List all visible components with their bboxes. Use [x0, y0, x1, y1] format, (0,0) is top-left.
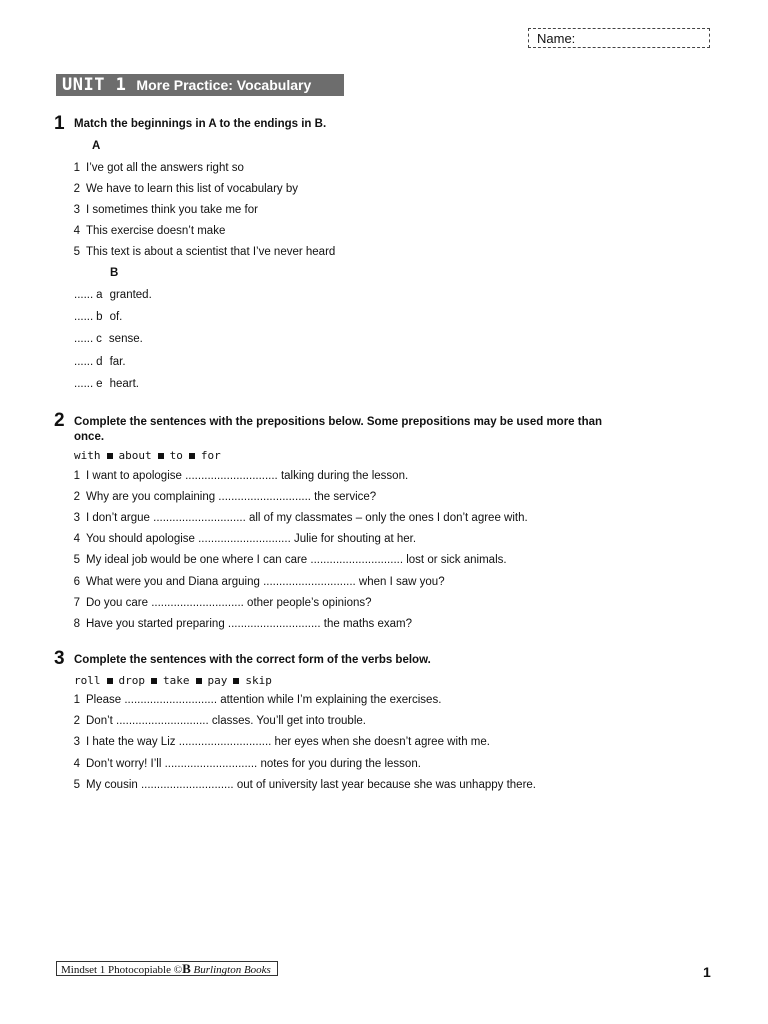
answer-blank[interactable]: ......	[74, 333, 94, 345]
word-option: for	[200, 449, 221, 462]
item-number: 2	[73, 491, 80, 504]
item-text: Please ............................. attention while I’m explaining the exercises.	[86, 694, 442, 706]
list-item	[74, 356, 126, 368]
bullet-square	[151, 678, 157, 684]
list-item	[74, 378, 139, 390]
exercise-2-instruction	[74, 415, 602, 445]
item-number: 4	[73, 225, 80, 237]
item-text: granted.	[109, 289, 152, 301]
item-text: I hate the way Liz ............................. her eyes when she doesn’t agree with me.	[86, 736, 490, 749]
item-number: 2	[73, 183, 80, 195]
burlington-logo: B	[182, 961, 191, 976]
word-option: about	[118, 449, 152, 462]
list-item	[66, 491, 376, 503]
item-letter: b	[96, 311, 103, 323]
item-number: 5	[73, 778, 80, 791]
answer-blank[interactable]: ......	[74, 289, 94, 301]
item-text: I don’t argue ............................. all of my classmates – only the ones I don’t agree with.	[86, 512, 528, 525]
list-item	[66, 554, 507, 566]
column-b-label: B	[110, 267, 119, 279]
exercise-3-instruction: Complete the sentences with the correct form of the verbs below.	[74, 654, 431, 666]
page-title: More Practice: Vocabulary	[136, 77, 312, 93]
item-letter: e	[96, 378, 103, 390]
item-text: This exercise doesn’t make	[86, 225, 226, 237]
item-letter: a	[96, 289, 103, 301]
item-number: 1	[73, 694, 80, 706]
item-text: I want to apologise ............................. talking during the lesson.	[86, 470, 409, 482]
list-item	[74, 289, 152, 301]
list-item	[66, 715, 366, 727]
list-item	[74, 333, 143, 345]
item-text: heart.	[109, 378, 139, 390]
item-text: I’ve got all the answers right so	[86, 162, 244, 174]
item-text: You should apologise ............................. Julie for shouting at her.	[86, 533, 417, 546]
list-item	[74, 311, 122, 323]
item-text: Don’t ............................. classes. You’ll get into trouble.	[86, 715, 366, 728]
list-item	[66, 758, 421, 770]
column-a-label: A	[92, 140, 101, 152]
item-text: of.	[109, 311, 123, 323]
item-number: 3	[73, 204, 80, 216]
copyright-text: Mindset 1 Photocopiable ©	[61, 964, 183, 976]
exercise-2-word-box	[74, 449, 221, 462]
item-number: 7	[73, 596, 80, 609]
list-item	[66, 576, 445, 588]
publisher-name: Burlington Books	[193, 964, 271, 976]
list-item	[66, 183, 298, 195]
item-number: 3	[73, 736, 80, 749]
name-label: Name:	[537, 31, 576, 46]
list-item	[66, 779, 536, 791]
name-field[interactable]	[528, 28, 710, 48]
word-option: with	[74, 449, 101, 462]
item-letter: d	[96, 356, 103, 368]
unit-header	[56, 74, 344, 96]
list-item	[66, 533, 416, 545]
word-option: take	[163, 674, 190, 687]
item-text: My cousin ............................. out of university last year because she was unhappy there.	[86, 778, 536, 791]
bullet-square	[189, 453, 195, 459]
bullet-square	[233, 678, 239, 684]
item-text: Do you care ............................. other people’s opinions?	[86, 596, 372, 609]
list-item	[66, 225, 225, 237]
item-text: Why are you complaining ............................. the service?	[86, 491, 377, 504]
item-number: 4	[73, 757, 80, 770]
answer-blank[interactable]: ......	[74, 311, 94, 323]
answer-blank[interactable]: ......	[74, 378, 94, 390]
item-text: My ideal job would be one where I can care ............................. lost or sick animals.	[86, 554, 507, 567]
exercise-2-number: 2	[54, 410, 65, 431]
item-number: 2	[73, 715, 80, 728]
word-option: pay	[207, 674, 228, 687]
list-item	[66, 694, 441, 706]
item-number: 8	[73, 617, 80, 630]
exercise-3-number: 3	[54, 648, 65, 669]
word-option: to	[169, 449, 183, 462]
item-number: 6	[73, 575, 80, 588]
list-item	[66, 470, 408, 482]
bullet-square	[196, 678, 202, 684]
unit-label: UNIT 1	[62, 75, 127, 95]
exercise-2-instruction-line-2: once.	[74, 431, 105, 443]
item-text: Have you started preparing ............................. the maths exam?	[86, 617, 412, 630]
list-item	[66, 512, 528, 524]
bullet-square	[107, 678, 113, 684]
exercise-1-number: 1	[54, 113, 65, 134]
item-text: I sometimes think you take me for	[86, 204, 258, 216]
list-item	[66, 162, 244, 174]
exercise-2-instruction-line-1: Complete the sentences with the prepositions below. Some prepositions may be used more than	[74, 416, 603, 428]
item-number: 4	[73, 533, 80, 546]
item-number: 3	[73, 512, 80, 525]
item-text: sense.	[108, 333, 143, 345]
list-item	[66, 618, 412, 630]
list-item	[66, 204, 258, 216]
item-number: 1	[73, 162, 80, 174]
list-item	[66, 736, 490, 748]
item-text: What were you and Diana arguing ............................. when I saw you?	[86, 575, 445, 588]
list-item	[66, 246, 335, 258]
item-number: 5	[73, 246, 80, 258]
item-letter: c	[96, 333, 102, 345]
word-option: drop	[118, 674, 145, 687]
word-option: roll	[74, 674, 101, 687]
bullet-square	[107, 453, 113, 459]
word-option: skip	[245, 674, 272, 687]
item-number: 5	[73, 554, 80, 567]
item-text: We have to learn this list of vocabulary by	[86, 183, 299, 195]
item-number: 1	[73, 470, 80, 482]
item-text: far.	[109, 356, 126, 368]
list-item	[66, 597, 372, 609]
bullet-square	[158, 453, 164, 459]
footer-copyright	[56, 961, 278, 976]
page-number: 1	[703, 964, 711, 980]
item-text: Don’t worry! I’ll ............................. notes for you during the lesson.	[86, 757, 421, 770]
exercise-1-instruction: Match the beginnings in A to the endings in B.	[74, 118, 327, 130]
item-text: This text is about a scientist that I’ve never heard	[86, 246, 336, 258]
exercise-3-word-box	[74, 674, 272, 687]
answer-blank[interactable]: ......	[74, 356, 94, 368]
